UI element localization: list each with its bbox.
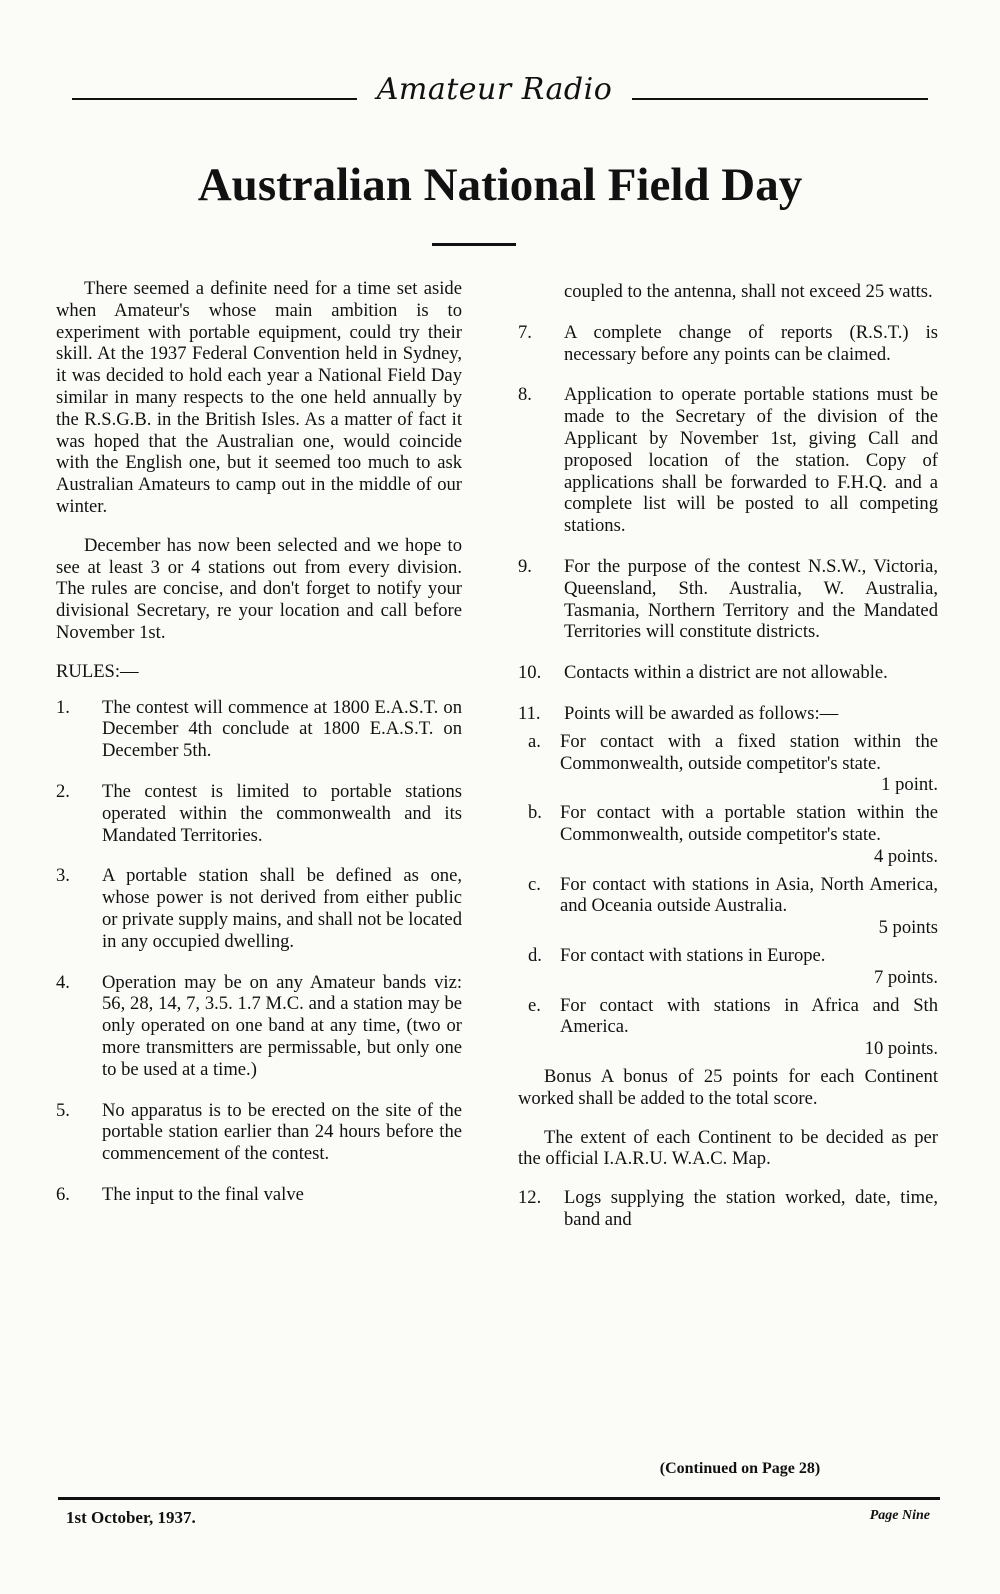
rules-heading: RULES:— bbox=[56, 660, 139, 682]
points-item-d bbox=[518, 945, 938, 989]
rule-text: Operation may be on any Amateur bands viz: 56, 28, 14, 7, 3.5. 1.7 M.C. and a station may be only operated on one band at any time, (two or more transmitters are permissable, but only one to be used at a time.) bbox=[102, 971, 462, 1080]
left-column bbox=[56, 278, 462, 1225]
right-column bbox=[518, 281, 938, 1250]
points-value: 1 point. bbox=[881, 774, 938, 796]
rule-item-1 bbox=[56, 697, 462, 762]
rule-item-4 bbox=[56, 972, 462, 1081]
rule-number: 4. bbox=[56, 971, 70, 993]
rule-text: Contacts within a district are not allowable. bbox=[564, 662, 888, 684]
points-text: For contact with stations in Africa and Sth America. bbox=[560, 994, 938, 1038]
masthead-rule-right bbox=[632, 98, 928, 100]
rule-text: The contest will commence at 1800 E.A.S.T. on December 4th conclude at 1800 E.A.S.T. on December 5th. bbox=[102, 696, 462, 762]
rule-number: 9. bbox=[518, 555, 532, 577]
points-text: For contact with stations in Asia, North America, and Oceania outside Australia. bbox=[560, 873, 938, 917]
rule-text: A portable station shall be defined as one, whose power is not derived from either public or private supply mains, and shall not be located in any occupied dwelling. bbox=[102, 865, 462, 952]
points-item-e bbox=[518, 995, 938, 1060]
rule-text: Application to operate portable stations must be made to the Secretary of the division of the Applicant by November 1st, giving Call and proposed location of the station. Copy of applications shall be forwarded to F.H.Q. and a complete list will be posted to all competing stations. bbox=[564, 384, 938, 537]
masthead-rule-left bbox=[72, 98, 357, 100]
rule-number: 6. bbox=[56, 1183, 70, 1205]
masthead-title: Amateur Radio bbox=[376, 72, 613, 107]
rule-text: No apparatus is to be erected on the site of the portable station earlier than 24 hours before the commencement of the contest. bbox=[102, 1099, 462, 1165]
points-letter: e. bbox=[528, 994, 541, 1016]
rule-text: The input to the final valve bbox=[102, 1183, 304, 1205]
rule-item-9 bbox=[518, 556, 938, 643]
article-title: Australian National Field Day bbox=[197, 159, 803, 211]
points-value: 7 points. bbox=[873, 966, 938, 988]
points-text: For contact with a fixed station within the Commonwealth, outside competitor's state. bbox=[560, 730, 938, 774]
rule-number: 8. bbox=[518, 384, 532, 406]
rule-text: A complete change of reports (R.S.T.) is necessary before any points can be claimed. bbox=[564, 321, 938, 365]
footer-date: 1st October, 1937. bbox=[66, 1508, 196, 1527]
rule-item-11 bbox=[518, 703, 938, 725]
rule-number: 5. bbox=[56, 1099, 70, 1121]
points-letter: b. bbox=[528, 802, 542, 824]
rule-number: 10. bbox=[518, 662, 542, 684]
title-underline bbox=[432, 243, 516, 246]
rule-item-10 bbox=[518, 662, 938, 684]
intro-paragraph-2: December has now been selected and we hope to see at least 3 or 4 stations out from every division. The rules are concise, and don't forget to notify your divisional Secretary, re your location and call before November 1st. bbox=[56, 534, 462, 643]
points-value: 4 points. bbox=[873, 845, 938, 867]
continued-note: (Continued on Page 28) bbox=[659, 1460, 821, 1477]
rule-item-2 bbox=[56, 781, 462, 846]
rule-text: Logs supplying the station worked, date, time, band and bbox=[564, 1187, 938, 1230]
rule-number: 7. bbox=[518, 321, 532, 343]
intro-paragraph-1: There seemed a definite need for a time set aside when Amateur's whose main ambition is to experiment with portable equipment, could try their skill. At the 1937 Federal Convention held in Sydney, it was decided to hold each year a National Field Day similar in many respects to the one held annually by the R.S.G.B. in the British Isles. As a matter of fact it was hoped that the Australian one, would coincide with the English one, but it seemed too much to ask Australian Amateurs to camp out in the middle of our winter. bbox=[56, 278, 462, 517]
points-value: 10 points. bbox=[864, 1038, 938, 1060]
points-letter: a. bbox=[528, 730, 541, 752]
bonus-paragraph: Bonus A bonus of 25 points for each Continent worked shall be added to the total score. bbox=[518, 1065, 938, 1109]
rule-text: Points will be awarded as follows:— bbox=[564, 702, 839, 724]
rule-item-6 bbox=[56, 1184, 462, 1206]
points-value: 5 points bbox=[878, 917, 938, 939]
footer-page-number: Page Nine bbox=[869, 1508, 930, 1523]
points-item-a bbox=[518, 731, 938, 796]
rule-number: 3. bbox=[56, 865, 70, 887]
points-text: For contact with a portable station within the Commonwealth, outside competitor's state. bbox=[560, 802, 938, 845]
rule-item-12 bbox=[518, 1187, 938, 1231]
rule-text: For the purpose of the contest N.S.W., Victoria, Queensland, Sth. Australia, W. Australia, Tasmania, Northern Territory and the Mandated Territories will constitute districts. bbox=[564, 555, 938, 643]
points-text: For contact with stations in Europe. bbox=[560, 944, 826, 966]
points-letter: d. bbox=[528, 944, 542, 966]
rule-text: coupled to the antenna, shall not exceed 25 watts. bbox=[564, 281, 933, 302]
rule-number: 1. bbox=[56, 696, 70, 718]
points-item-b bbox=[518, 802, 938, 867]
points-letter: c. bbox=[528, 873, 541, 895]
rule-item-8 bbox=[518, 384, 938, 537]
rule-number: 2. bbox=[56, 780, 70, 802]
rule-item-3 bbox=[56, 865, 462, 952]
rule-text: The contest is limited to portable stations operated within the commonwealth and its Mandated Territories. bbox=[102, 780, 462, 846]
rule-item-5 bbox=[56, 1100, 462, 1165]
points-item-c bbox=[518, 874, 938, 939]
footer-rule bbox=[58, 1497, 940, 1500]
rule-item-7 bbox=[518, 322, 938, 366]
masthead bbox=[72, 68, 928, 118]
rule-6-continuation bbox=[518, 281, 938, 303]
rule-number: 11. bbox=[518, 702, 541, 724]
rule-number: 12. bbox=[518, 1187, 542, 1209]
continent-paragraph: The extent of each Continent to be decided as per the official I.A.R.U. W.A.C. Map. bbox=[518, 1126, 938, 1170]
